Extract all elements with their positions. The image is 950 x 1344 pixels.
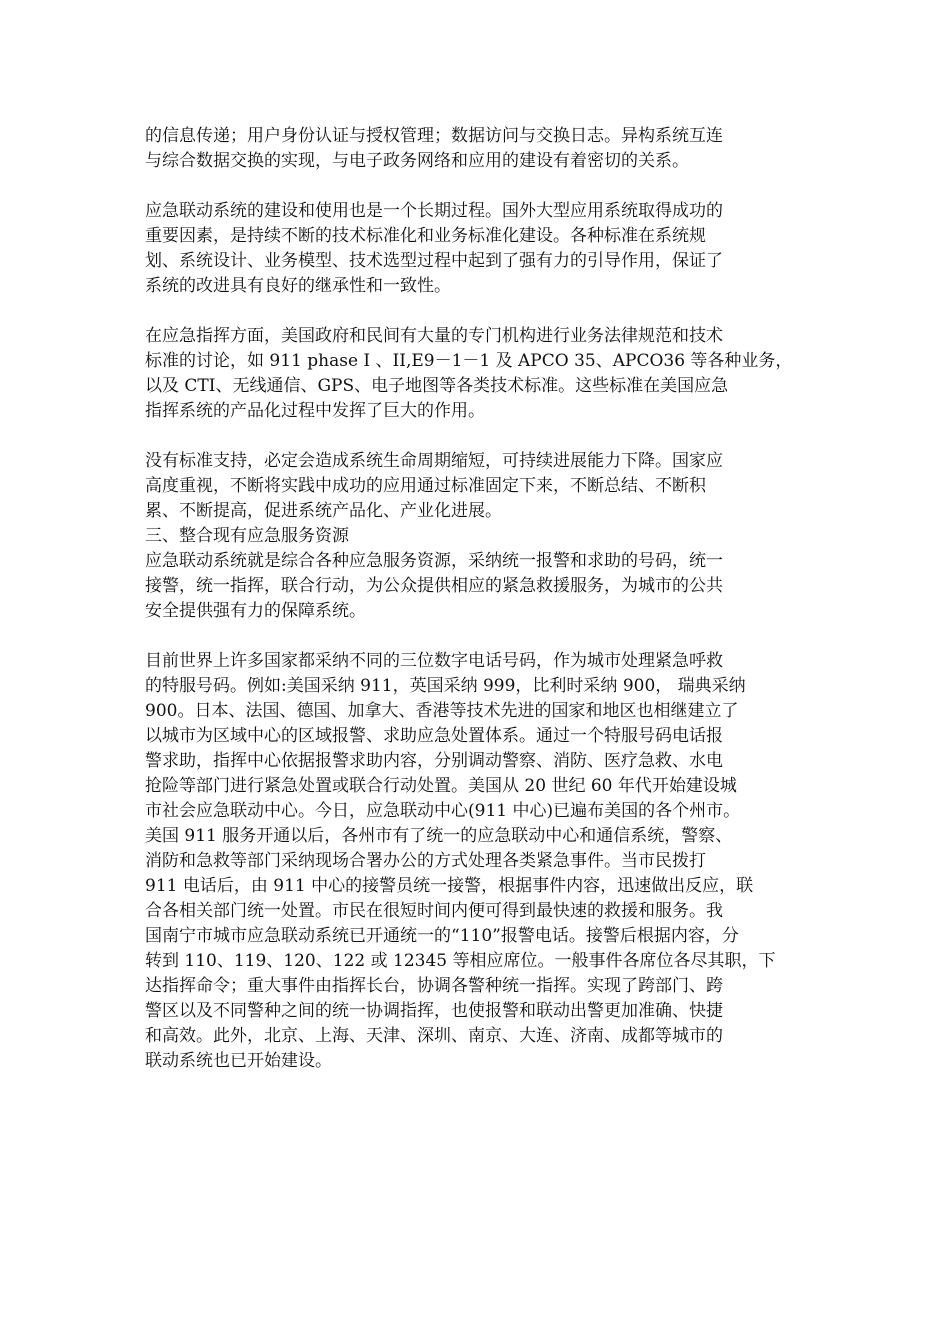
text-line: 警求助，指挥中心依据报警求助内容，分别调动警察、消防、医疗急救、水电 — [145, 751, 723, 771]
text-line: 美国 911 服务开通以后，各州市有了统一的应急联动中心和通信系统，警察、 — [145, 826, 733, 846]
text-line: 联动系统也已开始建设。 — [145, 1051, 332, 1071]
text-line: 安全提供强有力的保障系统。 — [145, 601, 366, 621]
text-line: 以城市为区域中心的区域报警、求助应急处置体系。通过一个特服号码电话报 — [145, 726, 723, 746]
section-heading — [145, 524, 810, 549]
text-line: 应急联动系统就是综合各种应急服务资源，采纳统一报警和求助的号码，统一 — [145, 551, 723, 571]
text-line: 累、不断提高，促进系统产品化、产业化进展。 — [145, 501, 502, 521]
text-line: 应急联动系统的建设和使用也是一个长期过程。国外大型应用系统取得成功的 — [145, 201, 723, 221]
paragraph-spacer — [145, 299, 810, 324]
paragraph-spacer — [145, 174, 810, 199]
paragraph-2 — [145, 199, 810, 299]
text-line: 接警，统一指挥，联合行动，为公众提供相应的紧急救援服务，为城市的公共 — [145, 576, 723, 596]
text-line: 在应急指挥方面，美国政府和民间有大量的专门机构进行业务法律规范和技术 — [145, 326, 723, 346]
text-line: 目前世界上许多国家都采纳不同的三位数字电话号码，作为城市处理紧急呼救 — [145, 651, 723, 671]
paragraph-4 — [145, 449, 810, 524]
text-line: 市社会应急联动中心。今日，应急联动中心(911 中心)已遍布美国的各个州市。 — [145, 801, 741, 821]
text-line: 系统的改进具有良好的继承性和一致性。 — [145, 276, 451, 296]
text-line: 的特服号码。例如:美国采纳 911，英国采纳 999，比利时采纳 900， 瑞典采纳 — [145, 676, 746, 696]
paragraph-3 — [145, 324, 810, 424]
text-line: 划、系统设计、业务模型、技术选型过程中起到了强有力的引导作用，保证了 — [145, 251, 723, 271]
text-line: 合各相关部门统一处置。市民在很短时间内便可得到最快速的救援和服务。我 — [145, 901, 723, 921]
document-page — [145, 124, 810, 1074]
text-line: 与综合数据交换的实现，与电子政务网络和应用的建设有着密切的关系。 — [145, 151, 689, 171]
paragraph-spacer — [145, 624, 810, 649]
text-line: 警区以及不同警种之间的统一协调指挥，也使报警和联动出警更加准确、快捷 — [145, 1001, 723, 1021]
paragraph-1 — [145, 124, 810, 174]
text-line: 抢险等部门进行紧急处置或联合行动处置。美国从 20 世纪 60 年代开始建设城 — [145, 776, 737, 796]
text-line: 指挥系统的产品化过程中发挥了巨大的作用。 — [145, 401, 485, 421]
text-line: 没有标准支持，必定会造成系统生命周期缩短，可持续进展能力下降。国家应 — [145, 451, 723, 471]
section-heading-text: 三、整合现有应急服务资源 — [145, 526, 349, 546]
text-line: 重要因素，是持续不断的技术标准化和业务标准化建设。各种标准在系统规 — [145, 226, 706, 246]
text-line: 高度重视，不断将实践中成功的应用通过标准固定下来，不断总结、不断积 — [145, 476, 706, 496]
text-line: 国南宁市城市应急联动系统已开通统一的“110”报警电话。接警后根据内容，分 — [145, 926, 739, 946]
text-line: 以及 CTI、无线通信、GPS、电子地图等各类技术标准。这些标准在美国应急 — [145, 376, 729, 396]
text-line: 消防和急救等部门采纳现场合署办公的方式处理各类紧急事件。当市民拨打 — [145, 851, 706, 871]
text-line: 转到 110、119、120、122 或 12345 等相应席位。一般事件各席位各尽其职，下 — [145, 951, 776, 971]
text-line: 和高效。此外，北京、上海、天津、深圳、南京、大连、济南、成都等城市的 — [145, 1026, 723, 1046]
text-line: 900。日本、法国、德国、加拿大、香港等技术先进的国家和地区也相继建立了 — [145, 701, 739, 721]
paragraph-6 — [145, 649, 810, 1074]
text-line: 标准的讨论，如 911 phase I 、II,E9－1－1 及 APCO 35、APCO36 等各种业务， — [145, 351, 793, 371]
text-line: 达指挥命令；重大事件由指挥长台，协调各警种统一指挥。实现了跨部门、跨 — [145, 976, 723, 996]
paragraph-5 — [145, 549, 810, 624]
text-line: 的信息传递；用户身份认证与授权管理；数据访问与交换日志。异构系统互连 — [145, 126, 723, 146]
text-line: 911 电话后，由 911 中心的接警员统一接警，根据事件内容，迅速做出反应，联 — [145, 876, 754, 896]
paragraph-spacer — [145, 424, 810, 449]
